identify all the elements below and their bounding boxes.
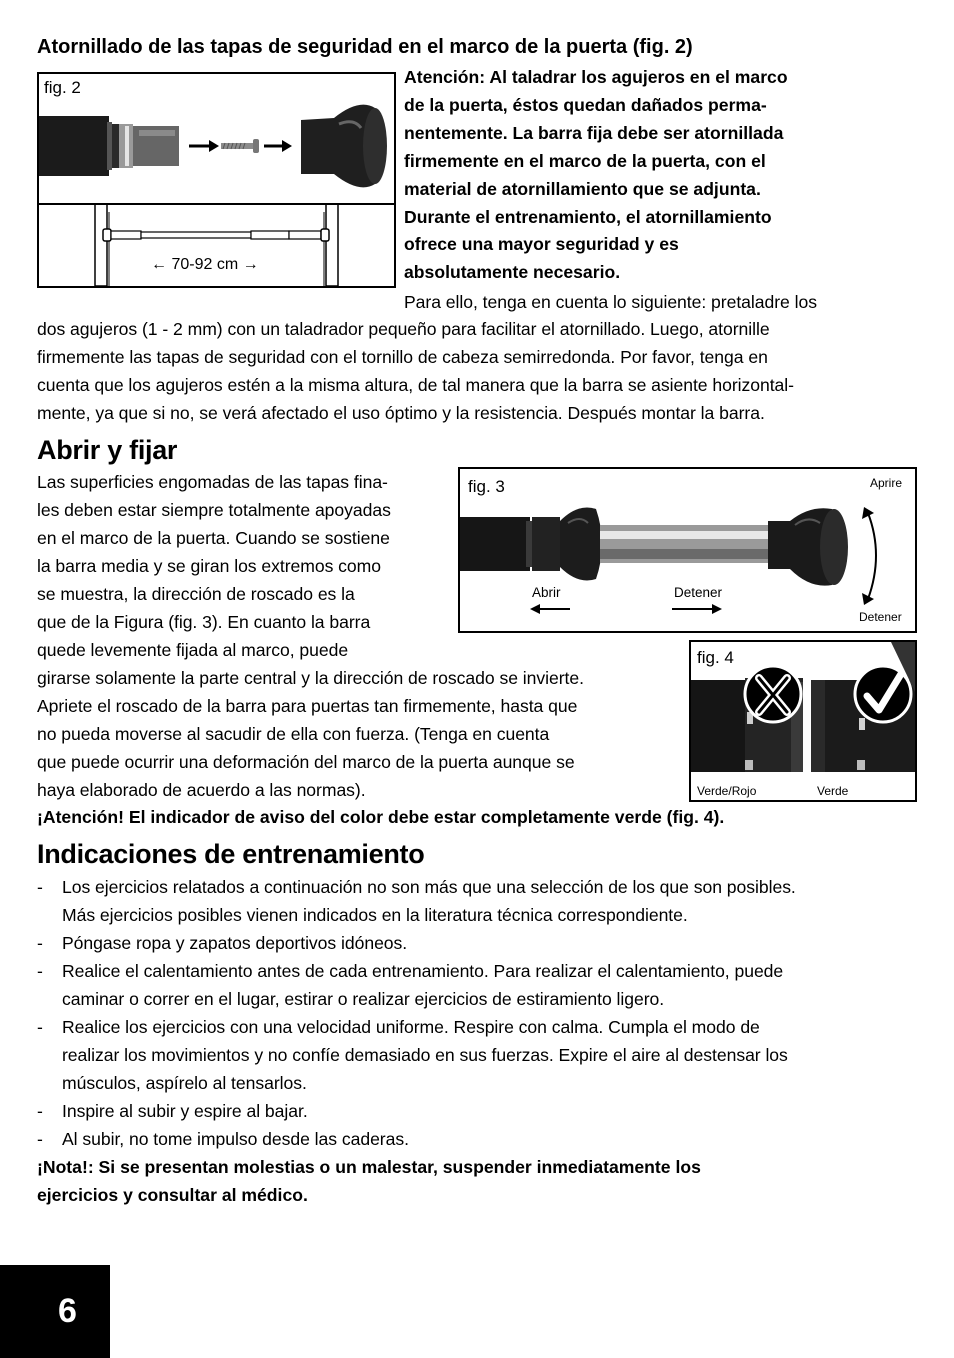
warning-line: Atención: Al taladrar los agujeros en el marco <box>404 67 788 87</box>
list-line: - Póngase ropa y zapatos deportivos idóneos. <box>62 933 408 953</box>
list-line: - Realice los ejercicios con una velocidad uniforme. Respire con calma. Cumpla el modo de <box>62 1017 760 1037</box>
body-line: cuenta que los agujeros estén a la misma altura, de tal manera que la barra se asiente horizontal- <box>37 375 794 395</box>
list-item <box>37 1125 927 1153</box>
body-line: no pueda moverse al sacudir de ella con fuerza. (Tenga en cuenta <box>37 724 550 744</box>
body-line: en el marco de la puerta. Cuando se sostiene <box>37 528 390 548</box>
figure-4-label: fig. 4 <box>697 648 734 667</box>
figure-2-label: fig. 2 <box>44 78 81 97</box>
list-line: - Inspire al subir y espire al bajar. <box>62 1101 308 1121</box>
figure-3-label: fig. 3 <box>468 477 505 496</box>
list-line: - Al subir, no tome impulso desde las caderas. <box>62 1129 409 1149</box>
figure-3-abrir-label: Abrir <box>532 585 561 600</box>
list-line: - Los ejercicios relatados a continuación no son más que una selección de los que son posibles. <box>62 877 796 897</box>
body-line: Apriete el roscado de la barra para puertas tan firmemente, hasta que <box>37 696 578 716</box>
body-line: les deben estar siempre totalmente apoyadas <box>37 500 391 520</box>
figure-2-dimension: ← 70-92 cm → <box>151 256 259 273</box>
body-line: dos agujeros (1 - 2 mm) con un taladrador pequeño para facilitar el atornillado. Luego, atornille <box>37 319 770 339</box>
body-line: quede levemente fijada al marco, puede <box>37 640 349 660</box>
body-line: mente, ya que si no, se verá afectado el uso óptimo y la resistencia. Después montar la barra. <box>37 403 765 423</box>
warning-line: Durante el entrenamiento, el atornillamiento <box>404 206 772 227</box>
section-heading-indicaciones: Indicaciones de entrenamiento <box>37 839 425 869</box>
list-line: caminar o correr en el lugar, estirar o realizar ejercicios de estiramiento ligero. <box>62 989 665 1009</box>
page-number: 6 <box>58 1292 77 1330</box>
figure-4-right-label: Verde <box>817 784 849 798</box>
warning-block <box>404 64 924 316</box>
figure-3-detener-label: Detener <box>674 585 723 600</box>
figure-4-left-label: Verde/Rojo <box>697 784 757 798</box>
note-line: ejercicios y consultar al médico. <box>37 1185 308 1205</box>
section2-mid-text <box>37 664 687 804</box>
warning-line: ofrece una mayor seguridad y es <box>404 234 679 255</box>
body-line: Para ello, tenga en cuenta lo siguiente: pretaladre los <box>404 292 817 313</box>
body-line: que puede ocurrir una deformación del marco de la puerta aunque se <box>37 752 575 772</box>
list-item <box>37 1097 927 1125</box>
section2-narrow-text <box>37 468 457 664</box>
body-line: girarse solamente la parte central y la dirección de roscado se invierte. <box>37 668 584 688</box>
figure-4-illustration <box>691 642 915 800</box>
body-line: haya elaborado de acuerdo a las normas). <box>37 780 366 800</box>
list-line: realizar los movimientos y no confíe demasiado en sus fuerzas. Expire el aire al destensar los <box>62 1045 788 1065</box>
warning-line: firmemente en el marco de la puerta, con el <box>404 150 766 171</box>
section-heading-atornillado: Atornillado de las tapas de seguridad en el marco de la puerta (fig. 2) <box>37 36 693 58</box>
warning-line: absolutamente necesario. <box>404 262 621 283</box>
figure-3-aprire-label: Aprire <box>870 476 903 490</box>
list-line: Más ejercicios posibles vienen indicados en la literatura técnica correspondiente. <box>62 905 688 925</box>
list-item <box>37 1013 927 1097</box>
warning-line: de la puerta, éstos quedan dañados perma- <box>404 94 767 115</box>
attention-line: ¡Atención! El indicador de aviso del color debe estar completamente verde (fig. 4). <box>37 807 725 827</box>
list-item <box>37 957 927 1013</box>
body-line: firmemente las tapas de seguridad con el tornillo de cabeza semirredonda. Por favor, tenga en <box>37 347 768 367</box>
note-line: ¡Nota!: Si se presentan molestias o un malestar, suspender inmediatamente los <box>37 1157 701 1177</box>
list-line: músculos, aspírelo al tensarlos. <box>62 1073 307 1093</box>
warning-line: nentemente. La barra fija debe ser atornillada <box>404 122 784 143</box>
figure-4 <box>689 640 917 802</box>
figure-2 <box>37 72 396 288</box>
list-item <box>37 929 927 957</box>
figure-3 <box>458 467 917 633</box>
figure-2-illustration <box>39 74 394 286</box>
list-item <box>37 873 927 929</box>
warning-line: material de atornillamiento que se adjunta. <box>404 178 761 199</box>
body-line: Las superficies engomadas de las tapas fina- <box>37 472 388 492</box>
figure-3-detener-right-label: Detener <box>859 610 902 624</box>
body-line: la barra media y se giran los extremos como <box>37 556 382 576</box>
list-line: - Realice el calentamiento antes de cada entrenamiento. Para realizar el calentamiento, puede <box>62 961 784 981</box>
training-list <box>37 873 927 1209</box>
body-line: que de la Figura (fig. 3). En cuanto la barra <box>37 612 371 632</box>
body-line: se muestra, la dirección de roscado es la <box>37 584 355 604</box>
section-heading-abrir: Abrir y fijar <box>37 435 178 465</box>
figure-3-illustration <box>460 469 915 631</box>
section1-body <box>37 315 927 427</box>
page-number-box <box>0 1265 110 1358</box>
